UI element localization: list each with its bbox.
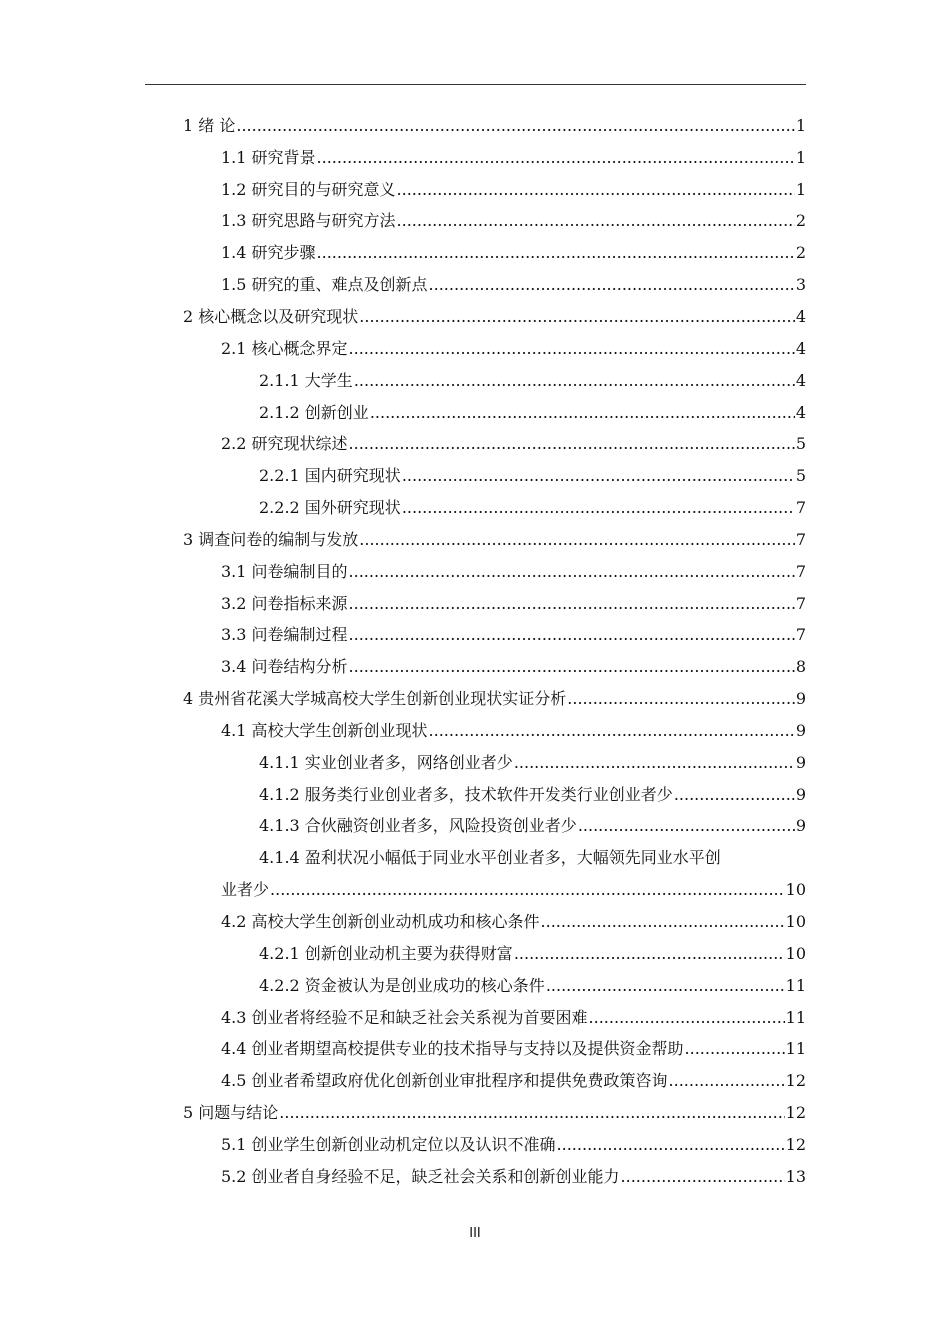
toc-entry[interactable] [221,275,806,295]
toc-entry[interactable] [259,466,806,486]
leader-dots [354,371,795,391]
toc-entry-page: 4 [795,371,806,390]
toc-entry-page: 1 [795,180,806,199]
leader-dots [621,1167,785,1187]
toc-entry-page: 2 [795,243,806,262]
toc-entry[interactable] [221,434,806,454]
leader-dots [317,243,795,263]
toc-entry-label: 3.4 问卷结构分析 [221,657,348,676]
leader-dots [370,403,795,423]
toc-entry-page: 7 [795,562,806,581]
header-rule [145,84,806,85]
toc-entry-page: 7 [795,530,806,549]
leader-dots [402,466,795,486]
toc-entry-page: 2 [795,211,806,230]
toc-entry[interactable] [259,371,806,391]
leader-dots [685,1039,785,1059]
leader-dots [429,275,795,295]
toc-entry-page: 5 [795,434,806,453]
toc-entry[interactable] [183,689,806,709]
toc-entry[interactable] [221,1039,806,1059]
toc-entry-page: 10 [785,880,806,899]
leader-dots [557,1135,785,1155]
toc-entry[interactable] [221,1167,806,1187]
toc-entry-label: 3 调查问卷的编制与发放 [183,530,359,549]
toc-entry-label: 3.2 问卷指标来源 [221,594,348,613]
toc-entry[interactable] [221,657,806,677]
toc-entry-label: 5.1 创业学生创新创业动机定位以及认识不准确 [221,1135,556,1154]
toc-entry-page: 4 [795,339,806,358]
leader-dots [349,594,795,614]
toc-entry[interactable] [221,721,806,741]
toc-entry-page: 1 [795,148,806,167]
toc-entry-page: 11 [785,976,806,995]
toc-entry-page: 5 [795,466,806,485]
toc-entry-label: 4.1 高校大学生创新创业现状 [221,721,428,740]
toc-entry-label: 4.5 创业者希望政府优化创新创业审批程序和提供免费政策咨询 [221,1071,668,1090]
toc-entry-label: 2.2.2 国外研究现状 [259,498,401,517]
leader-dots [567,689,795,709]
toc-entry-page: 7 [795,625,806,644]
leader-dots [349,562,795,582]
toc-entry-label: 1.2 研究目的与研究意义 [221,180,396,199]
leader-dots [397,180,795,200]
toc-entry[interactable] [183,307,806,327]
toc-entry-label: 4.2 高校大学生创新创业动机成功和核心条件 [221,912,540,931]
leader-dots [270,880,785,900]
toc-entry-page: 7 [795,498,806,517]
page-number: III [469,1226,481,1241]
toc-entry-page: 4 [795,403,806,422]
toc-entry-page: 1 [795,116,806,135]
leader-dots [589,1008,785,1028]
toc-entry[interactable] [221,1135,806,1155]
leader-dots [279,1103,784,1123]
toc-entry[interactable] [221,180,806,200]
leader-dots [349,434,795,454]
toc-entry[interactable] [221,243,806,263]
toc-entry-label: 4.1.2 服务类行业创业者多，技术软件开发类行业创业者少 [259,785,673,804]
toc-entry-page: 9 [795,816,806,835]
toc-entry-label: 2.1 核心概念界定 [221,339,348,358]
toc-entry-label: 4.2.1 创新创业动机主要为获得财富 [259,944,513,963]
toc-entry-page: 9 [795,721,806,740]
toc-entry-label-continued: 业者少 [221,880,270,899]
leader-dots [674,785,795,805]
toc-entry[interactable] [221,912,806,932]
toc-entry[interactable] [221,211,806,231]
toc-entry[interactable] [259,976,806,996]
toc-entry-label: 2.2.1 国内研究现状 [259,466,401,485]
leader-dots [578,816,795,836]
toc-entry-label: 3.3 问卷编制过程 [221,625,348,644]
toc-entry-label: 5.2 创业者自身经验不足，缺乏社会关系和创新创业能力 [221,1167,620,1186]
leader-dots [349,657,795,677]
toc-entry-page: 12 [785,1103,806,1122]
toc-entry-label: 4.2.2 资金被认为是创业成功的核心条件 [259,976,545,995]
toc-entry-page: 3 [795,275,806,294]
toc-entry-label: 2.1.2 创新创业 [259,403,369,422]
toc-entry[interactable] [183,1103,806,1123]
toc-entry-wrapped-line[interactable] [259,848,806,868]
toc-entry-page: 13 [785,1167,806,1186]
toc-entry-label: 2.1.1 大学生 [259,371,353,390]
toc-entry-page: 9 [795,753,806,772]
toc-entry-page: 9 [795,689,806,708]
toc-entry[interactable] [221,880,806,900]
toc-entry[interactable] [221,1071,806,1091]
toc-entry-label: 1 绪 论 [183,116,236,135]
toc-entry[interactable] [183,116,806,136]
toc-entry[interactable] [221,148,806,168]
leader-dots [359,307,795,327]
leader-dots [402,498,795,518]
leader-dots [541,912,785,932]
toc-entry[interactable] [221,562,806,582]
toc-entry[interactable] [221,625,806,645]
toc-entry-page: 12 [785,1135,806,1154]
leader-dots [397,211,795,231]
toc-entry-page: 11 [785,1039,806,1058]
leader-dots [359,530,795,550]
toc-entry[interactable] [221,1008,806,1028]
toc-entry[interactable] [259,816,806,836]
leader-dots [236,116,794,136]
toc-entry[interactable] [221,594,806,614]
toc-entry-page: 12 [785,1071,806,1090]
toc-entry[interactable] [259,403,806,423]
toc-entry-label: 4.3 创业者将经验不足和缺乏社会关系视为首要困难 [221,1008,588,1027]
toc-entry-label: 4.1.1 实业创业者多，网络创业者少 [259,753,513,772]
leader-dots [317,148,795,168]
leader-dots [669,1071,785,1091]
toc-entry-page: 8 [795,657,806,676]
toc-entry-label: 2 核心概念以及研究现状 [183,307,359,326]
leader-dots [514,944,785,964]
leader-dots [429,721,795,741]
toc-entry-label: 1.1 研究背景 [221,148,316,167]
leader-dots [349,625,795,645]
leader-dots [546,976,785,996]
toc-entry-page: 10 [785,912,806,931]
leader-dots [514,753,795,773]
toc-entry-page: 10 [785,944,806,963]
toc-entry-page: 9 [795,785,806,804]
toc-entry-label: 4.4 创业者期望高校提供专业的技术指导与支持以及提供资金帮助 [221,1039,684,1058]
toc-entry-label: 3.1 问卷编制目的 [221,562,348,581]
toc-entry-label: 1.5 研究的重、难点及创新点 [221,275,428,294]
toc-entry-label: 4 贵州省花溪大学城高校大学生创新创业现状实证分析 [183,689,567,708]
toc-entry[interactable] [259,785,806,805]
toc-entry[interactable] [183,530,806,550]
toc-entry[interactable] [221,339,806,359]
toc-entry[interactable] [259,753,806,773]
toc-entry-page: 11 [785,1008,806,1027]
toc-entry-label: 2.2 研究现状综述 [221,434,348,453]
toc-entry-label: 1.3 研究思路与研究方法 [221,211,396,230]
toc-entry-page: 4 [795,307,806,326]
toc-entry-label: 4.1.3 合伙融资创业者多，风险投资创业者少 [259,816,577,835]
toc-entry-page: 7 [795,594,806,613]
toc-entry[interactable] [259,498,806,518]
toc-entry-label: 4.1.4 盈利状况小幅低于同业水平创业者多，大幅领先同业水平创 [259,848,721,867]
toc-entry[interactable] [259,944,806,964]
toc-entry-label: 5 问题与结论 [183,1103,279,1122]
leader-dots [349,339,795,359]
toc-entry-label: 1.4 研究步骤 [221,243,316,262]
